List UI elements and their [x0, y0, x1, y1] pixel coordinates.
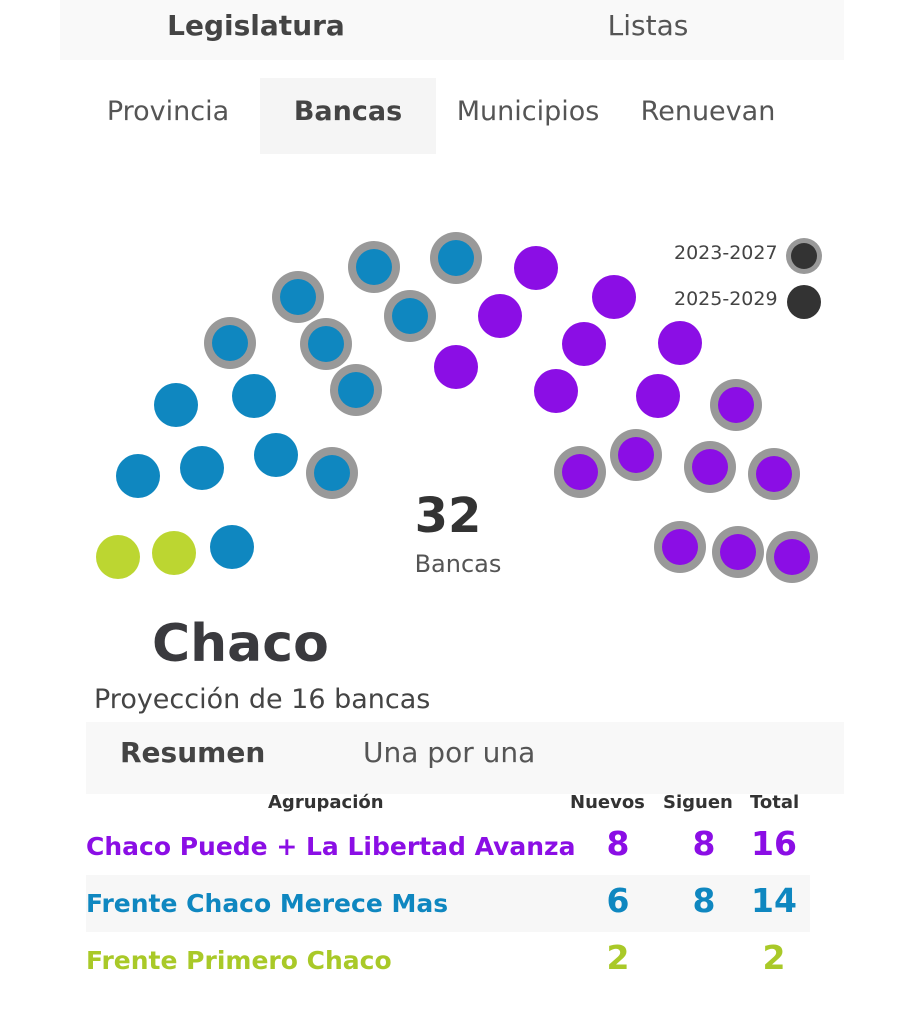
seat-green-solid: [152, 531, 196, 575]
tab-listas[interactable]: Listas: [607, 9, 689, 42]
seat-purple-solid: [514, 246, 558, 290]
table-row: [86, 932, 810, 989]
table-row: [86, 818, 810, 875]
seat-blue-solid: [154, 383, 198, 427]
tab-municipios[interactable]: Municipios: [456, 96, 600, 127]
party-name: Frente Chaco Merece Mas: [86, 889, 449, 918]
tab-bancas[interactable]: Bancas: [260, 78, 436, 154]
legend-item-2025-2029: [670, 280, 830, 326]
tab-provincia[interactable]: Provincia: [106, 96, 230, 127]
seat-purple-ringed: [684, 441, 736, 493]
seat-purple-ringed: [712, 526, 764, 578]
seat-blue-ringed: [204, 317, 256, 369]
seat-purple-solid: [534, 369, 578, 413]
table-header: [86, 790, 810, 818]
seat-blue-ringed: [384, 290, 436, 342]
header-total: Total: [750, 792, 800, 813]
seat-blue-solid: [232, 374, 276, 418]
seat-purple-ringed: [766, 531, 818, 583]
party-name: Frente Primero Chaco: [86, 946, 392, 975]
nuevos-value: 2: [606, 938, 630, 977]
total-value: 2: [762, 938, 786, 977]
legend-dot-solid: [784, 282, 828, 326]
tab-resumen[interactable]: Resumen: [120, 736, 266, 769]
total-seats-label: Bancas: [414, 550, 502, 578]
seat-purple-ringed: [748, 448, 800, 500]
seat-purple-ringed: [654, 521, 706, 573]
results-table: [86, 790, 810, 989]
header-siguen: Siguen: [663, 792, 733, 813]
legend: [670, 234, 830, 326]
total-value: 16: [751, 824, 797, 863]
seat-purple-solid: [478, 294, 522, 338]
sub-tab-bar: [80, 78, 820, 154]
nuevos-value: 8: [606, 824, 630, 863]
seat-green-solid: [96, 535, 140, 579]
table-row: [86, 875, 810, 932]
legend-label: 2025-2029: [674, 288, 778, 310]
seat-blue-solid: [116, 454, 160, 498]
legend-item-2023-2027: [670, 234, 830, 280]
seat-blue-solid: [210, 525, 254, 569]
header-agrupacion: Agrupación: [268, 792, 384, 813]
projection-subtitle: Proyección de 16 bancas: [94, 684, 431, 715]
seat-blue-solid: [254, 433, 298, 477]
seat-blue-ringed: [300, 318, 352, 370]
province-title: Chaco: [152, 614, 329, 674]
siguen-value: 8: [692, 824, 716, 863]
seat-purple-solid: [592, 275, 636, 319]
seat-blue-ringed: [272, 271, 324, 323]
seat-purple-solid: [434, 345, 478, 389]
header-nuevos: Nuevos: [570, 792, 645, 813]
top-tab-bar: [60, 0, 844, 60]
seat-purple-ringed: [554, 446, 606, 498]
seat-blue-ringed: [430, 232, 482, 284]
seat-purple-solid: [658, 321, 702, 365]
seat-purple-ringed: [610, 429, 662, 481]
seat-purple-solid: [636, 374, 680, 418]
nuevos-value: 6: [606, 881, 630, 920]
siguen-value: 8: [692, 881, 716, 920]
seat-blue-solid: [180, 446, 224, 490]
result-tab-bar: [86, 722, 844, 794]
total-value: 14: [751, 881, 797, 920]
seat-blue-ringed: [306, 447, 358, 499]
tab-renuevan[interactable]: Renuevan: [640, 96, 776, 127]
total-seats-count: 32: [414, 488, 482, 544]
seat-blue-ringed: [348, 241, 400, 293]
tab-legislatura[interactable]: Legislatura: [167, 9, 345, 42]
party-name: Chaco Puede + La Libertad Avanza: [86, 832, 576, 861]
tab-una-por-una[interactable]: Una por una: [363, 736, 536, 769]
seat-purple-solid: [562, 322, 606, 366]
legend-dot-ringed: [784, 236, 828, 280]
seat-purple-ringed: [710, 379, 762, 431]
seat-blue-ringed: [330, 364, 382, 416]
legend-label: 2023-2027: [674, 242, 778, 264]
